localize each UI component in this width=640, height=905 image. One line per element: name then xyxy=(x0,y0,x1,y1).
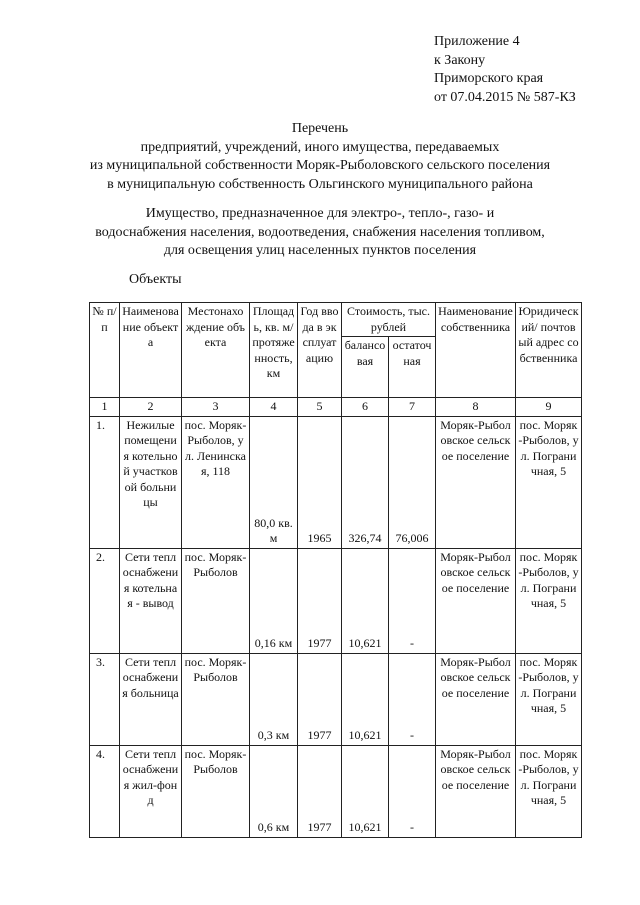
title-line: в муниципальную собственность Ольгинского муниципального района xyxy=(107,176,533,192)
cell-residual: 76,006 xyxy=(389,416,436,548)
cell-area: 80,0 кв. м xyxy=(250,416,298,548)
cell-location: пос. Моряк-Рыболов xyxy=(182,548,250,653)
table-row xyxy=(90,745,582,837)
subtitle-line: для освещения улиц населенных пунктов поселения xyxy=(163,243,477,258)
header-cost: Стоимость, тыс. рублей xyxy=(342,303,436,337)
column-number-row xyxy=(90,398,582,417)
header-cost-residual: остаточная xyxy=(389,337,436,398)
appendix-line: Приморского края xyxy=(434,71,544,86)
cell-address: пос. Моряк-Рыболов, ул. Пограничная, 5 xyxy=(516,745,582,837)
column-number: 8 xyxy=(436,398,516,417)
cell-year: 1977 xyxy=(298,745,342,837)
column-number: 5 xyxy=(298,398,342,417)
cell-balance: 326,74 xyxy=(342,416,389,548)
cell-name: Сети теплоснабжения больница xyxy=(120,653,182,745)
header-year: Год ввода в эксплуатацию xyxy=(298,303,342,398)
title-line: предприятий, учреждений, иного имущества, передаваемых xyxy=(140,139,500,155)
cell-owner: Моряк-Рыболовское сельское поселение xyxy=(436,416,516,548)
cell-num: 3. xyxy=(90,653,120,745)
header-cost-balance: балансовая xyxy=(342,337,389,398)
table-header-row xyxy=(90,303,582,337)
title-line: из муниципальной собственности Моряк-Рыболовского сельского поселения xyxy=(89,158,551,173)
subtitle-line: Имущество, предназначенное для электро-, тепло-, газо- и xyxy=(145,206,495,221)
table-row xyxy=(90,653,582,745)
cell-year: 1977 xyxy=(298,653,342,745)
cell-num: 2. xyxy=(90,548,120,653)
document-title xyxy=(0,120,640,194)
column-number: 1 xyxy=(90,398,120,417)
column-number: 7 xyxy=(389,398,436,417)
column-number: 3 xyxy=(182,398,250,417)
cell-owner: Моряк-Рыболовское сельское поселение xyxy=(436,653,516,745)
cell-location: пос. Моряк-Рыболов, ул. Ленинская, 118 xyxy=(182,416,250,548)
cell-address: пос. Моряк-Рыболов, ул. Пограничная, 5 xyxy=(516,548,582,653)
cell-balance: 10,621 xyxy=(342,745,389,837)
subtitle-line: водоснабжения населения, водоотведения, снабжения населения топливом, xyxy=(95,224,545,240)
header-owner: Наименование собственника xyxy=(436,303,516,398)
cell-area: 0,3 км xyxy=(250,653,298,745)
table-row xyxy=(90,416,582,548)
header-num: № п/п xyxy=(90,303,120,398)
cell-num: 4. xyxy=(90,745,120,837)
header-address: Юридический/ почтовый адрес собственника xyxy=(516,303,582,398)
cell-name: Сети теплоснабжения котельная - вывод xyxy=(120,548,182,653)
objects-table xyxy=(89,302,582,838)
table-row xyxy=(90,548,582,653)
appendix-header xyxy=(434,33,634,107)
cell-address: пос. Моряк-Рыболов, ул. Пограничная, 5 xyxy=(516,653,582,745)
cell-owner: Моряк-Рыболовское сельское поселение xyxy=(436,745,516,837)
cell-area: 0,16 км xyxy=(250,548,298,653)
header-name: Наименование объекта xyxy=(120,303,182,398)
cell-balance: 10,621 xyxy=(342,548,389,653)
cell-location: пос. Моряк-Рыболов xyxy=(182,745,250,837)
document-subtitle xyxy=(0,205,640,261)
cell-balance: 10,621 xyxy=(342,653,389,745)
column-number: 2 xyxy=(120,398,182,417)
cell-num: 1. xyxy=(90,416,120,548)
cell-address: пос. Моряк-Рыболов, ул. Пограничная, 5 xyxy=(516,416,582,548)
section-label: Объекты xyxy=(129,272,182,287)
header-area: Площадь, кв. м/ протяженность, км xyxy=(250,303,298,398)
title-heading: Перечень xyxy=(291,121,349,136)
column-number: 6 xyxy=(342,398,389,417)
cell-residual: - xyxy=(389,745,436,837)
appendix-line: от 07.04.2015 № 587-КЗ xyxy=(434,89,576,105)
cell-name: Нежилые помещения котельной участковой больницы xyxy=(120,416,182,548)
appendix-line: к Закону xyxy=(434,52,486,68)
cell-residual: - xyxy=(389,548,436,653)
cell-residual: - xyxy=(389,653,436,745)
cell-owner: Моряк-Рыболовское сельское поселение xyxy=(436,548,516,653)
cell-area: 0,6 км xyxy=(250,745,298,837)
column-number: 9 xyxy=(516,398,582,417)
cell-location: пос. Моряк-Рыболов xyxy=(182,653,250,745)
cell-year: 1965 xyxy=(298,416,342,548)
cell-name: Сети теплоснабжения жил-фонд xyxy=(120,745,182,837)
header-location: Местонахождение объекта xyxy=(182,303,250,398)
cell-year: 1977 xyxy=(298,548,342,653)
column-number: 4 xyxy=(250,398,298,417)
appendix-line: Приложение 4 xyxy=(434,34,520,49)
